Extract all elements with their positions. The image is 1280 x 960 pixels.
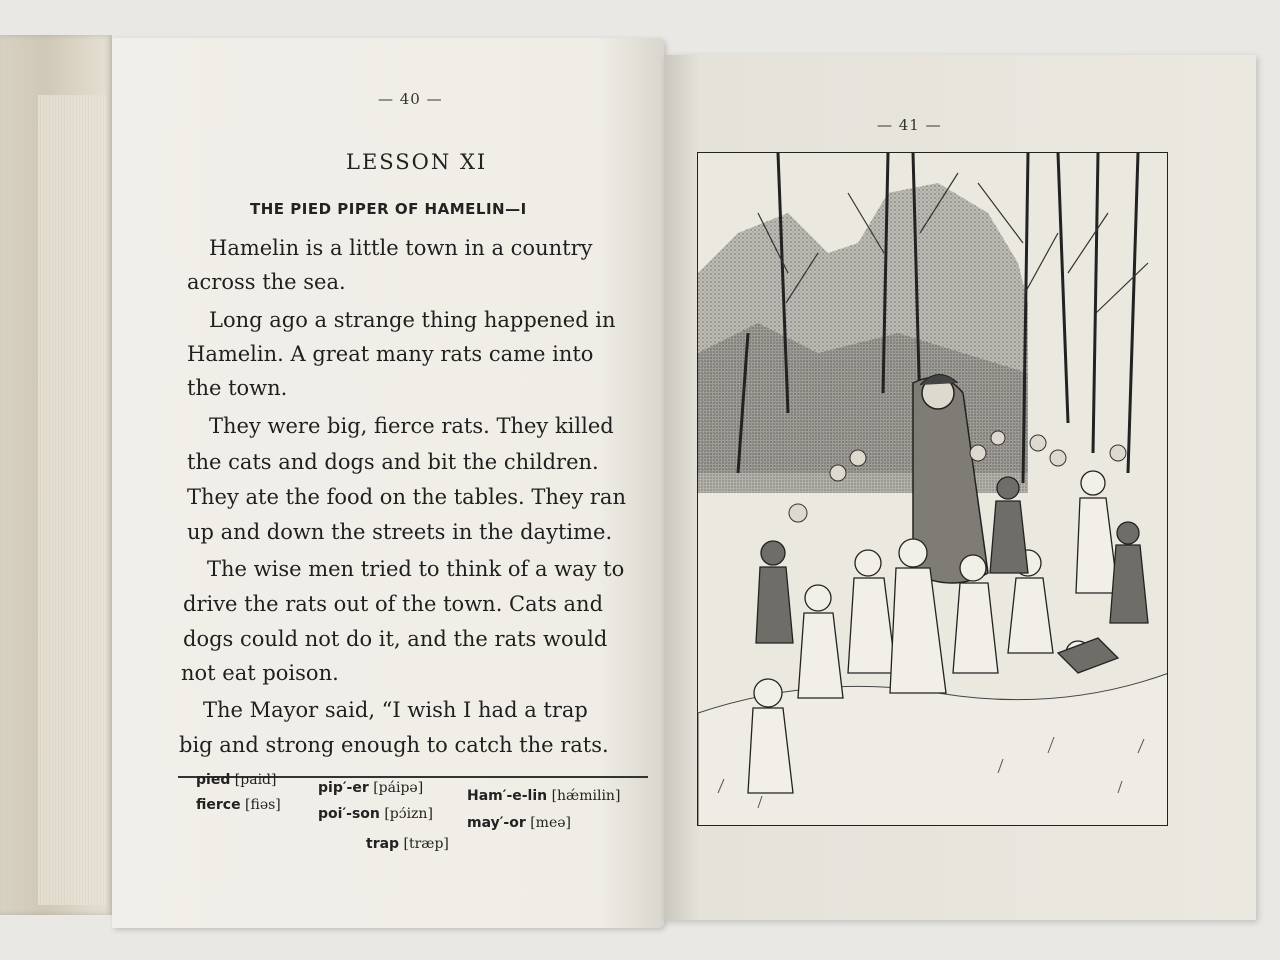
story-title: THE PIED PIPER OF HAMELIN—I bbox=[250, 200, 527, 218]
book-block-edge bbox=[0, 35, 112, 915]
page-number-left: — 40 — bbox=[378, 90, 443, 108]
glossary-word: pip′-er bbox=[318, 780, 369, 796]
glossary-word: pied bbox=[196, 772, 231, 788]
text-line: The Mayor said, “I wish I had a trap bbox=[203, 698, 588, 722]
glossary-entry bbox=[366, 836, 449, 852]
text-line: They were big, fierce rats. They killed bbox=[209, 414, 614, 438]
text-line: The wise men tried to think of a way to bbox=[207, 557, 625, 581]
page-edges bbox=[38, 95, 106, 905]
glossary-pronunciation: [páipə] bbox=[373, 780, 424, 796]
glossary-pronunciation: [paid] bbox=[234, 772, 277, 788]
glossary-word: Ham′-e-lin bbox=[467, 788, 548, 804]
glossary-word: poi′-son bbox=[318, 806, 380, 822]
text-line: Long ago a strange thing happened in bbox=[209, 308, 616, 332]
text-line: up and down the streets in the daytime. bbox=[187, 520, 613, 544]
glossary-word: may′-or bbox=[467, 815, 526, 831]
glossary-entry bbox=[318, 806, 433, 822]
text-line: Hamelin. A great many rats came into bbox=[187, 342, 594, 366]
glossary-word: trap bbox=[366, 836, 400, 852]
text-line: the town. bbox=[187, 376, 288, 400]
text-line: dogs could not do it, and the rats would bbox=[183, 627, 608, 651]
glossary-entry bbox=[196, 797, 281, 813]
text-line: not eat poison. bbox=[181, 661, 339, 685]
glossary-pronunciation: [træp] bbox=[403, 836, 449, 852]
pied-piper-illustration bbox=[698, 153, 1168, 826]
text-line: across the sea. bbox=[187, 270, 346, 294]
glossary-pronunciation: [pɔ́izn] bbox=[384, 806, 433, 822]
text-line: They ate the food on the tables. They ran bbox=[187, 485, 626, 509]
text-line: the cats and dogs and bit the children. bbox=[187, 450, 599, 474]
page-number-right: — 41 — bbox=[877, 116, 942, 134]
lesson-title: LESSON XI bbox=[346, 150, 488, 174]
glossary-pronunciation: [fiəs] bbox=[245, 797, 281, 813]
glossary-pronunciation: [hǽmilin] bbox=[551, 788, 621, 804]
text-line: big and strong enough to catch the rats. bbox=[179, 733, 609, 757]
text-line: Hamelin is a little town in a country bbox=[209, 236, 593, 260]
glossary-entry bbox=[318, 780, 423, 796]
glossary-entry bbox=[467, 815, 571, 831]
text-line: drive the rats out of the town. Cats and bbox=[183, 592, 604, 616]
glossary-pronunciation: [meə] bbox=[530, 815, 571, 831]
glossary-entry bbox=[196, 772, 276, 788]
illustration-frame bbox=[697, 152, 1168, 826]
glossary-word: fierce bbox=[196, 797, 241, 813]
glossary-entry bbox=[467, 788, 620, 804]
